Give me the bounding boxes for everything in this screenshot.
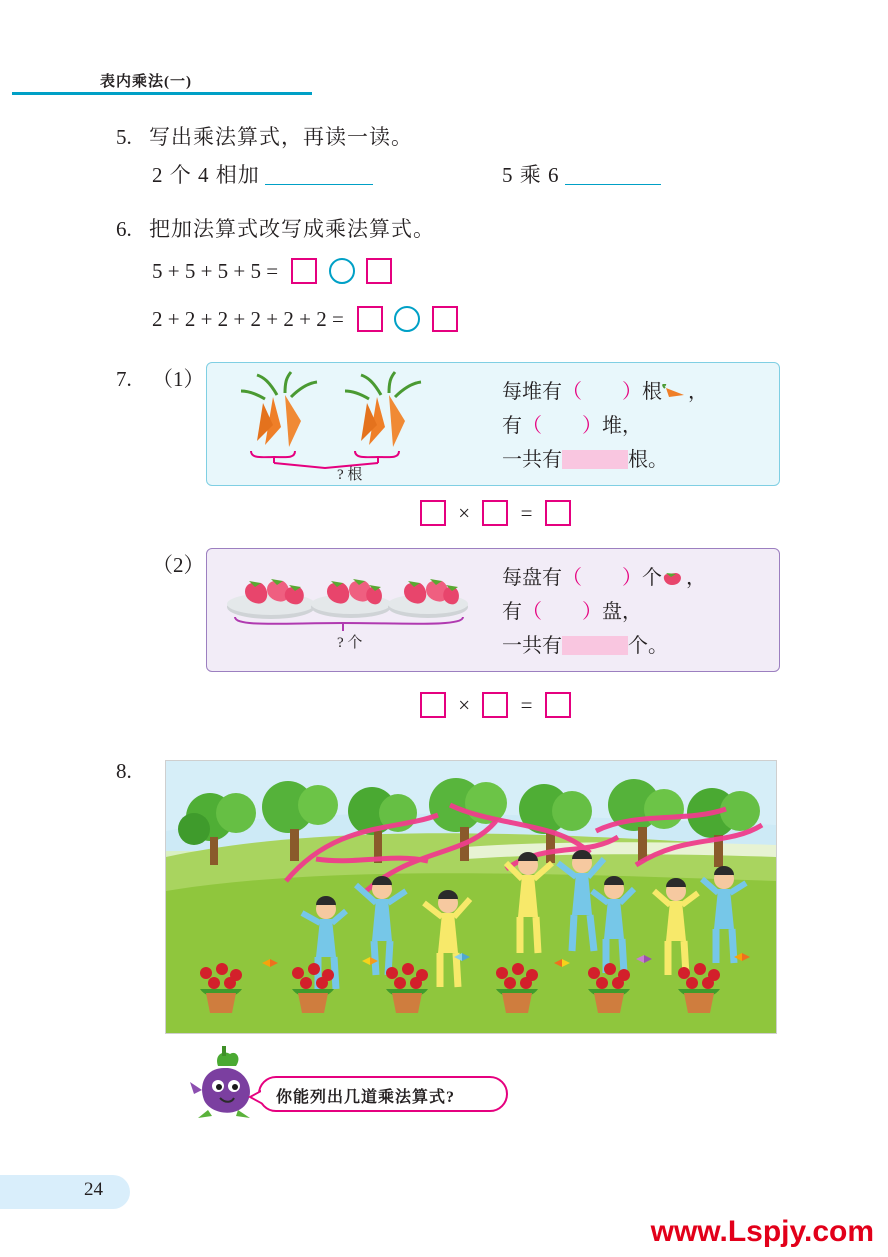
- question-7-part-2-label: （2）: [152, 553, 205, 577]
- question-8-number: 8.: [116, 759, 132, 783]
- strawberry-answer-fill[interactable]: [562, 636, 628, 655]
- carrot-line-1-b: 根: [642, 381, 662, 403]
- question-5-left-label: 2 个 4 相加: [152, 163, 260, 187]
- carrot-line-2-a: 有: [502, 415, 522, 437]
- answer-blank-5a[interactable]: [265, 164, 373, 185]
- strawberry-line-1-a: 每盘有: [502, 567, 562, 589]
- strawberry-line-1-c: ，: [686, 567, 706, 589]
- question-5-number: 5.: [116, 125, 132, 149]
- answer-box-6b1[interactable]: [357, 306, 383, 332]
- question-6-expression-2: 2 + 2 + 2 + 2 + 2 + 2 =: [152, 307, 344, 331]
- speech-bubble: [258, 1076, 508, 1112]
- footer-decoration: [0, 1175, 130, 1209]
- strawberry-line-1: [502, 561, 706, 595]
- strawberry-blank-2[interactable]: （ ）: [522, 601, 602, 623]
- question-5-right-label: 5 乘 6: [502, 163, 560, 187]
- strawberry-eq-equals: =: [520, 693, 533, 717]
- answer-circle-6b[interactable]: [394, 306, 420, 332]
- carrot-line-3-b: 根。: [628, 449, 668, 471]
- carrot-line-1: [502, 375, 708, 409]
- carrot-equation: [420, 500, 571, 526]
- header-rule: [12, 92, 312, 95]
- carrot-line-1-c: ，: [688, 381, 708, 403]
- carrot-blank-2[interactable]: （ ）: [522, 415, 602, 437]
- strawberry-bracket-label: ? 个: [337, 635, 363, 651]
- carrot-eq-times: ×: [458, 501, 471, 525]
- scene-svg: [166, 761, 776, 1033]
- strawberry-eq-box-1[interactable]: [420, 692, 446, 718]
- question-6-number: 6.: [116, 217, 132, 241]
- question-6-text: 把加法算式改写成乘法算式。: [149, 217, 435, 241]
- carrot-eq-box-3[interactable]: [545, 500, 571, 526]
- carrot-eq-equals: =: [520, 501, 533, 525]
- carrot-panel: [206, 362, 780, 486]
- answer-circle-6a[interactable]: [329, 258, 355, 284]
- strawberry-eq-box-3[interactable]: [545, 692, 571, 718]
- answer-box-6b2[interactable]: [432, 306, 458, 332]
- strawberry-line-3-a: 一共有: [502, 635, 562, 657]
- strawberry-line-2-b: 盘，: [602, 601, 642, 623]
- question-6-expression-1: 5 + 5 + 5 + 5 =: [152, 259, 279, 283]
- strawberry-eq-times: ×: [458, 693, 471, 717]
- strawberry-line-2: [502, 595, 706, 629]
- question-6-line-1: [152, 258, 392, 285]
- question-5-sub-left: [152, 162, 373, 189]
- header-title: 表内乘法(一): [94, 70, 198, 91]
- page-header: [12, 70, 372, 100]
- question-5: [116, 124, 413, 151]
- strawberry-blank-1[interactable]: （ ）: [562, 567, 642, 589]
- carrot-eq-box-1[interactable]: [420, 500, 446, 526]
- question-6-line-2: [152, 306, 458, 333]
- question-5-sub-right: [502, 162, 661, 189]
- speech-bubble-text: 你能列出几道乘法算式?: [276, 1089, 456, 1106]
- question-7-number: 7.: [116, 367, 132, 391]
- answer-box-6a2[interactable]: [366, 258, 392, 284]
- strawberry-line-1-b: 个: [642, 567, 662, 589]
- carrot-blank-1[interactable]: （ ）: [562, 381, 642, 403]
- question-5-text: 写出乘法算式，再读一读。: [149, 125, 413, 149]
- page-number: 24: [84, 1179, 103, 1200]
- carrot-line-2-b: 堆，: [602, 415, 642, 437]
- carrot-answer-fill[interactable]: [562, 450, 628, 469]
- strawberry-line-3-b: 个。: [628, 635, 668, 657]
- carrot-line-2: [502, 409, 708, 443]
- strawberry-equation: [420, 692, 571, 718]
- answer-box-6a1[interactable]: [291, 258, 317, 284]
- watermark: www.Lspjy.com: [650, 1215, 874, 1248]
- strawberry-inline-icon: [662, 569, 686, 587]
- strawberry-line-2-a: 有: [502, 601, 522, 623]
- carrot-eq-box-2[interactable]: [482, 500, 508, 526]
- carrot-line-3: [502, 443, 708, 477]
- question-7-part-1-label: （1）: [152, 367, 205, 391]
- answer-blank-5b[interactable]: [565, 164, 661, 185]
- strawberry-panel: [206, 548, 780, 672]
- strawberry-panel-text: [502, 561, 706, 663]
- carrot-inline-icon: [662, 384, 688, 400]
- carrot-bracket-label: ? 根: [337, 467, 363, 483]
- carrot-line-1-a: 每堆有: [502, 381, 562, 403]
- carrot-panel-text: [502, 375, 708, 477]
- carrot-illustration: [229, 369, 459, 469]
- eggplant-mascot-icon: [188, 1044, 268, 1122]
- strawberry-eq-box-2[interactable]: [482, 692, 508, 718]
- question-6: [116, 216, 435, 243]
- dancing-children-illustration: [165, 760, 777, 1034]
- strawberry-line-3: [502, 629, 706, 663]
- carrot-line-3-a: 一共有: [502, 449, 562, 471]
